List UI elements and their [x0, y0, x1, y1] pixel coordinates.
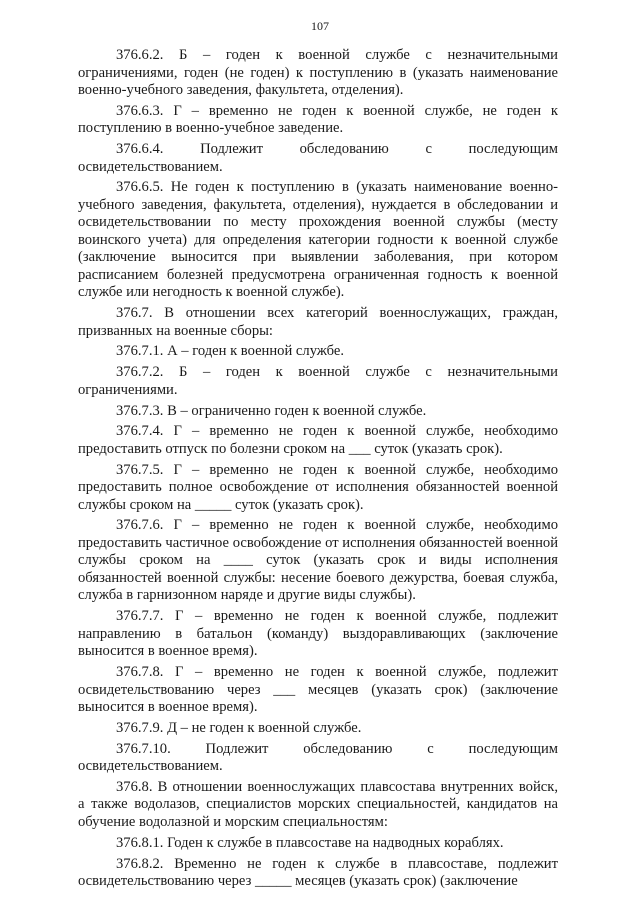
paragraph-376-7-1: 376.7.1. А – годен к военной службе.: [116, 343, 345, 360]
paragraph-376-6-3: 376.6.3. Г – временно не годен к военной службе, не годен к поступлению в военно-учебное заведение.: [78, 102, 558, 137]
paragraph-376-7-3: 376.7.3. В – ограниченно годен к военной службе.: [116, 402, 427, 419]
paragraph-376-8-1: 376.8.1. Годен к службе в плавсоставе на надводных кораблях.: [116, 834, 504, 851]
paragraph-376-7-8: 376.7.8. Г – временно не годен к военной службе, подлежит освидетельствованию через ___ месяцев (указать срок) (заключение выносится в военное время).: [78, 664, 558, 716]
paragraph-376-7: 376.7. В отношении всех категорий военнослужащих, граждан, призванных на военные сборы:: [78, 305, 558, 339]
paragraph-376-7-6: 376.7.6. Г – временно не годен к военной службе, необходимо предоставить частичное освобождение от исполнения обязанностей военной службы сроком на ____ суток (указать срок и виды исполнения обязанностей военной службы: несение боевого дежурства, боевая служба, служба в гарнизонном наряде и другие виды службы).: [78, 517, 558, 604]
paragraph-376-8-2: 376.8.2. Временно не годен к службе в плавсоставе, подлежит освидетельствованию через _____ месяцев (указать срок) (заключение: [78, 855, 558, 890]
paragraph-376-7-9: 376.7.9. Д – не годен к военной службе.: [116, 719, 362, 736]
paragraph-376-6-2: 376.6.2. Б – годен к военной службе с незначительными ограничениями, годен (не годен) к поступлению в (указать наименование военно-учебного заведения, факультета, отделения).: [78, 47, 558, 98]
page-number: 107: [311, 19, 329, 33]
paragraph-376-6-5: 376.6.5. Не годен к поступлению в (указать наименование военно-учебного заведения, факультета, отделения), нуждается в обследовании и освидетельствовании по месту прохождения военной службы (месту воинского учета) для определения категории годности к военной службе (заключение выносится при выявлении заболевания, при котором расписанием болезней предусмотрена ограниченная годность к военной службе или негодность к военной службе).: [78, 179, 558, 301]
paragraph-376-7-2: 376.7.2. Б – годен к военной службе с незначительными ограничениями.: [78, 364, 558, 398]
paragraph-376-8: 376.8. В отношении военнослужащих плавсостава внутренних войск, а также водолазов, специалистов морских специальностей, кандидатов на обучение водолазной и морским специальностям:: [78, 778, 558, 830]
paragraph-376-7-5: 376.7.5. Г – временно не годен к военной службе, необходимо предоставить полное освобождение от исполнения обязанностей военной службы сроком на _____ суток (указать срок).: [78, 461, 558, 513]
paragraph-376-7-10: 376.7.10. Подлежит обследованию с последующим освидетельствованием.: [78, 740, 558, 775]
paragraph-376-7-4: 376.7.4. Г – временно не годен к военной службе, необходимо предоставить отпуск по болезни сроком на ___ суток (указать срок).: [78, 423, 558, 457]
paragraph-376-6-4: 376.6.4. Подлежит обследованию с последующим освидетельствованием.: [78, 141, 558, 175]
document-body: [78, 47, 558, 894]
paragraph-376-7-7: 376.7.7. Г – временно не годен к военной службе, подлежит направлению в батальон (команду) выздоравливающих (заключение выносится в военное время).: [78, 608, 558, 660]
